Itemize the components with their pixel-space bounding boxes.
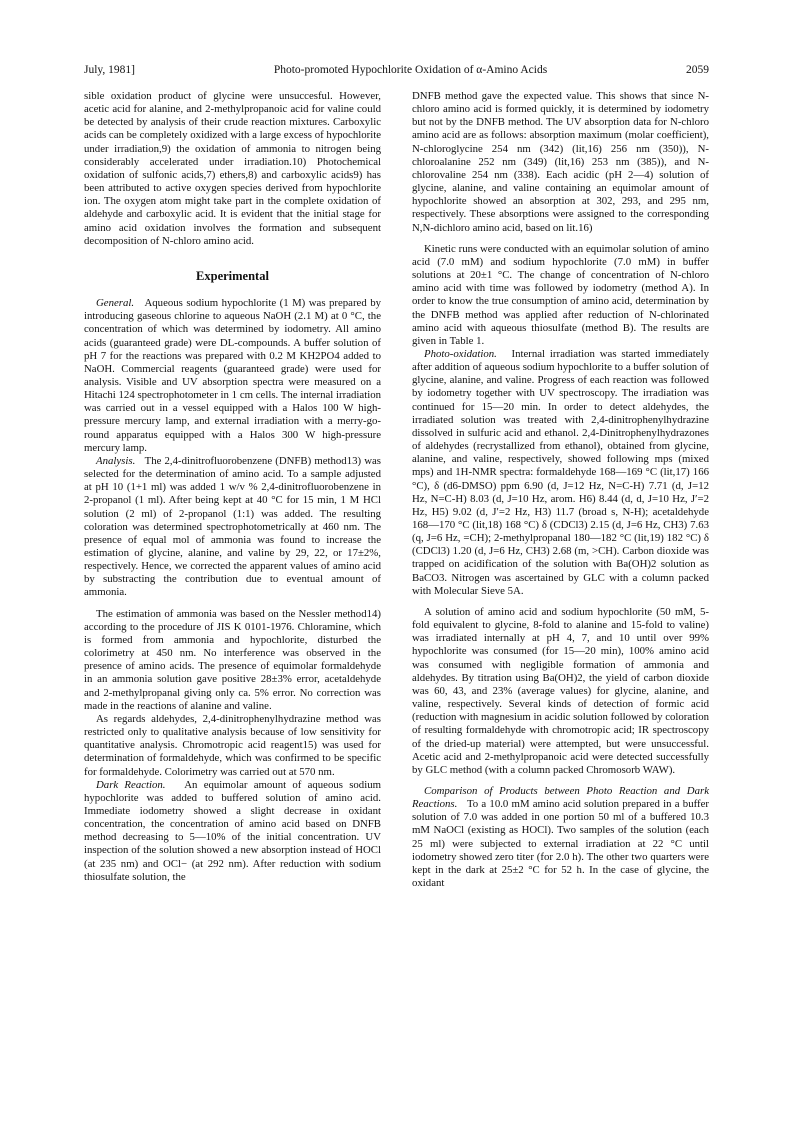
running-header: [84, 64, 709, 84]
solution-paragraph: A solution of amino acid and sodium hypochlorite (50 mM, 5-fold equivalent to glycine, 8-fold to alanine and 15-fold to valine) was irradiated internally at pH 4, 7, and 10 until over 99% hypochlorite was consumed (for 15—20 min), 100% amino acid was consumed with negligible formation of ammonia and aldehydes. By titration using Ba(OH)2, the yield of carbon dioxide was 60, 43, and 23% (average values) for glycine, alanine, and valine, respectively. Several kinds of detection of formic acid (reduction with magnesium in acidic solution followed by coloration of resulting formaldehyde with chromotropic acid; IR spectroscopy of the dried-up material) were attempted, but were unsuccessful. Acetic acid and 2-methylpropanoic acid were detected successfully by GLC method (with a column packed Chromosorb WAW).: [412, 605, 709, 776]
comparison-paragraph: [412, 785, 709, 890]
analysis-paragraph: [84, 455, 381, 600]
dark-text: An equimolar amount of aqueous sodium hypochlorite was added to buffered solution of amino acid. Immediate iodometry showed a slight decrease in oxidant concentration, the concentration of amino acid based on DNFB method decreasing to 5—10% of the initial concentration. UV inspection of the solution showed a new absorption instead of HOCl (at 235 nm) and OCl− (at 292 nm). After reduction with sodium thiosulfate solution, the: [84, 778, 381, 883]
photo-runin: Photo-oxidation.: [424, 347, 497, 360]
intro-paragraph: sible oxidation product of glycine were unsuccesful. However, acetic acid for alanine, and 2-methylpropanoic acid for valine could be detected by analysis of their crude reaction mixtures. Carboxylic acids can be completely oxidized with a large excess of hypochlorite under irradiation,9) the oxidation of ammonia to nitrogen being considerably accelerated under irradiation.10) Photochemical oxidation of sulfonic acids,7) ethers,8) and carboxylic acids9) has been attributed to active oxygen species derived from hypochlorite ion. The oxygen atom might take part in the complete oxidation of aldehyde and carboxylic acid. It is evident that the initial stage for amino acid oxidation involves the formation and subsequent decomposition of N-chloro amino acid.: [84, 90, 381, 247]
dark-runin: Dark Reaction.: [96, 778, 166, 791]
dark-reaction-paragraph: [84, 779, 381, 884]
analysis-runin: Analysis.: [96, 454, 136, 467]
general-paragraph: [84, 297, 381, 455]
comparison-text: To a 10.0 mM amino acid solution prepared in a buffer solution of 7.0 was added in one portion 50 ml of a buffered 10.3 mM NaOCl (existing as HOCl). Two samples of the solution (each 25 ml) were subjected to external irradiation at 22 °C until iodometry showed zero titer (for 2.0 h). The other two quarters were kept in the dark at 25±2 °C for 52 h. In the case of glycine, the oxidant: [412, 798, 709, 890]
general-text: Aqueous sodium hypochlorite (1 M) was prepared by introducing gaseous chlorine to aqueous NaOH (2.1 M) at 0 °C, the concentration of which was determined by iodometry. All amino acids (guaranteed grade) were DL-compounds. A buffer solution of pH 7 for the reactions was prepared with 0.2 M KH2PO4 added to NaOH. Commercial reagents (guaranteed grade) were used for analysis. Visible and UV absorption spectra were measured on a Hitachi 124 spectrophotometer in 1 cm cells. The internal irradiation was carried out in a vessel equipped with a Halos 100 W high-pressure mercury lamp, and external irradiation with a merry-go-round apparatus equipped with a Halos 300 W high-pressure mercury lamp.: [84, 297, 381, 454]
analysis-text: The 2,4-dinitrofluorobenzene (DNFB) method13) was selected for the determination of amino acid. To a sample adjusted at pH 10 (1+1 ml) was added 1 w/v % 2,4-dinitrofluorobenzene in 2-propanol (1 ml). After being kept at 40 °C for 15 min, 1 M HCl solution (2 ml) of 2-propanol (1:1) was added. The resulting coloration was determined spectrophotometrically at 460 nm. The presence of equal mol of ammonia was found to increase the estimation of glycine, alanine, and valine by 29, 22, or 17±2%, respectively. Hence, we corrected the apparent values of amino acid by substracting the contribution due to eventual amount of ammonia.: [84, 454, 381, 599]
continuation-paragraph: DNFB method gave the expected value. This shows that since N-chloro amino acid is formed quickly, it is determined by iodometry but not by the DNFB method. The UV absorption data for N-chloro amino acid are as follows: absorption maximum (molar coefficient), N-chloroglycine 254 nm (342) (lit,16) 256 nm (350)), N-chloroalanine 252 nm (349) (lit,16) 253 nm (385)), and N-chlorovaline 254 nm (338). Each acidic (pH 2—4) solution of glycine, alanine, and valine containing an equimolar amount of hypochlorite showed an absorption at 302, 293, and 295 nm, respectively. These absorptions were assigned to the corresponding N,N-dichloro amino acid, based on lit.16): [412, 90, 709, 234]
header-title: Photo-promoted Hypochlorite Oxidation of α-Amino Acids: [273, 64, 548, 76]
aldehyde-paragraph: As regards aldehydes, 2,4-dinitrophenylhydrazine method was restricted only to qualitative analysis because of low sensitivity for quantitative analysis. Chromotropic acid reagent15) was used for determination of formaldehyde, which was confirmed to be specific for formaldehyde. Colorimetry was carried out at 570 nm.: [84, 712, 381, 778]
photo-oxidation-paragraph: [412, 348, 709, 598]
photo-text: Internal irradiation was started immediately after addition of aqueous sodium hypochlorite to a buffer solution of glycine, alanine, and valine. Progress of each reaction was followed by iodometry together with UV spectroscopy. The irradiation was continued for 15—20 min. In order to detect aldehydes, the irradiated solution was treated with 2,4-dinitrophenylhydrazine dissolved in sulfuric acid and ethanol. 2,4-Dinitrophenylhydrazones of aldehydes (recrystallized from ethanol), obtained from glycine, alanine, and valine, respectively, showed following mps (mixed mps) and 1H-NMR spectra: formaldehyde 168—169 °C (lit,17) 166 °C), δ (d6-DMSO) ppm 6.90 (d, J=12 Hz, N=C-H) 7.71 (d, J=12 Hz, N=C-H) 8.03 (d, J=10 Hz, arom. H6) 8.44 (d, d, J=10 Hz, J′=2 Hz, H5) 9.02 (d, J′=2 Hz, H3) 11.7 (broad s, N-H); acetaldehyde 168—170 °C (lit,18) 168 °C) δ (CDCl3) 2.15 (d, J=6 Hz, CH3) 7.63 (q, J=6 Hz, =CH); 2-methylpropanal 180—182 °C (lit,19) 182 °C) δ (CDCl3) 1.20 (d, J=6 Hz, CH3) 2.68 (m, >CH). Carbon dioxide was trapped on acidification of the solution with Ba(OH)2 solution as BaCO3. Nitrogen was ascertained by GLC with a column packed with Molecular Sieve 5A.: [412, 347, 709, 597]
section-heading-experimental: Experimental: [196, 268, 269, 283]
page-number: 2059: [685, 64, 709, 76]
ammonia-paragraph: The estimation of ammonia was based on the Nessler method14) according to the procedure of JIS K 0101-1976. Chloramine, which is formed from ammonia and hypochlorite, disturbed the colorimetry at 450 nm. No interference was observed in the presence of amino acids. The presence of equimolar formaldehyde in an ammonia solution gave positive 28±3% error, acetaldehyde and 2-methylpropanal giving only ca. 5% error. No correction was made in the reactions of alanine and valine.: [84, 607, 381, 712]
left-column: [84, 90, 381, 884]
header-left: July, 1981]: [84, 64, 136, 76]
general-runin: General.: [96, 297, 135, 310]
comparison-runin: Comparison of Products between Photo Reaction and Dark Reactions.: [412, 784, 709, 811]
right-column: [412, 90, 709, 890]
kinetic-paragraph: Kinetic runs were conducted with an equimolar solution of amino acid (7.0 mM) and sodium hypochlorite (7.0 mM) in buffer solutions at 20±1 °C. The change of concentration of N-chloro amino acid with time was followed by iodometry (method A). In order to know the true consumption of amino acid, determination by the DNFB method was applied after reduction of N-chlorinated amino acid with aqueous thiosulfate (method B). The results are given in Table 1.: [412, 242, 709, 347]
